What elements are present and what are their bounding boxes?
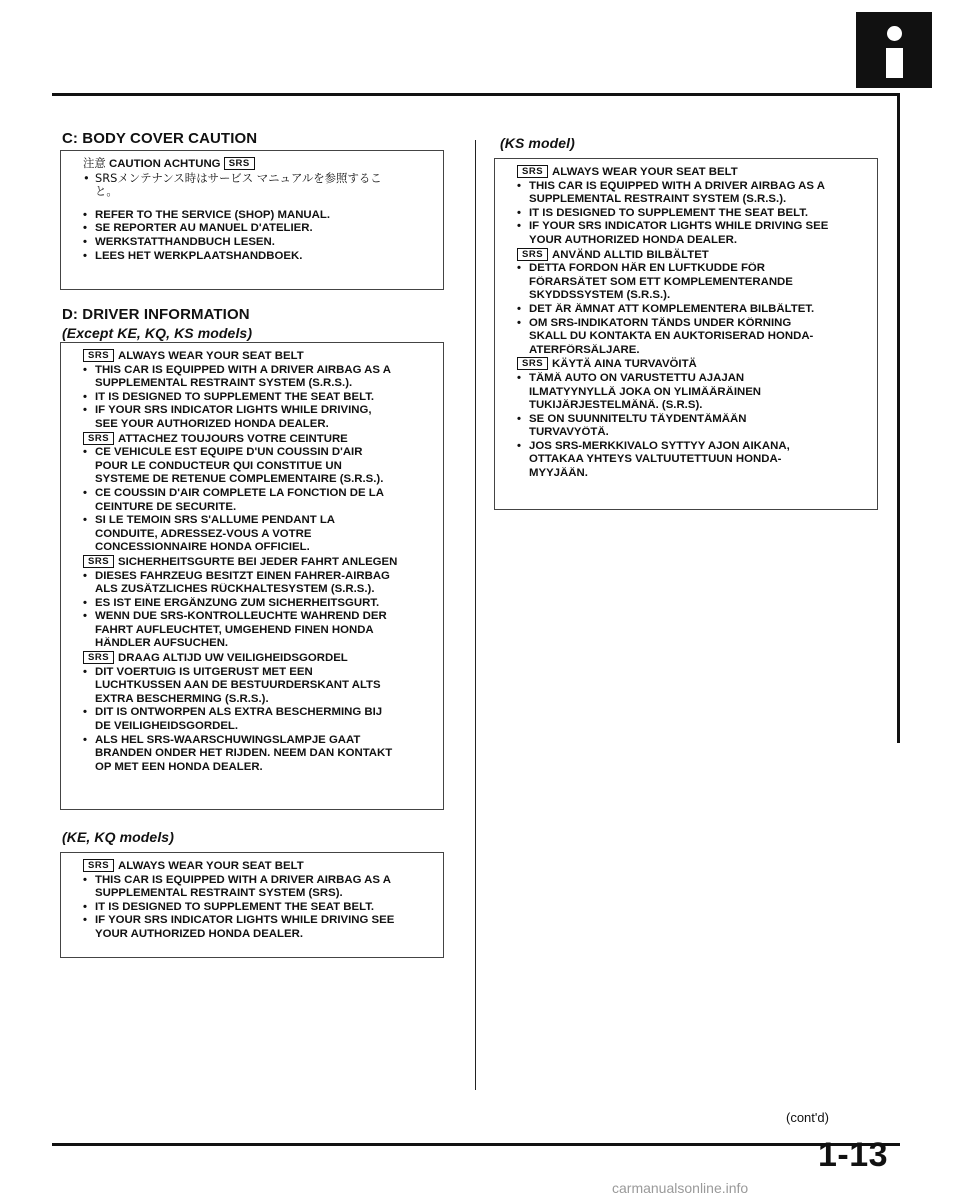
text-line: • CE COUSSIN D'AIR COMPLETE LA FONCTION DE LA <box>95 486 384 499</box>
text-line: • JOS SRS-MERKKIVALO SYTTYY AJON AIKANA, <box>529 439 790 452</box>
ks-swedish-header-text: ANVÄND ALLTID BILBÄLTET <box>552 248 709 261</box>
srs-badge: SRS <box>83 555 114 568</box>
srs-badge: SRS <box>517 248 548 261</box>
ks-english-header <box>517 165 865 180</box>
text-line: MYYJÄÄN. <box>529 467 588 480</box>
ks-swedish-header <box>517 248 865 263</box>
bottom-rule <box>52 1143 900 1146</box>
ke-bullet-2 <box>83 901 431 915</box>
dutch-header <box>83 651 431 666</box>
caution-item: • WERKSTATTHANDBUCH LESEN. <box>83 236 431 250</box>
caution-title-jp: 注意 <box>83 157 106 170</box>
spacer <box>83 199 431 209</box>
section-d-title-text: D: DRIVER INFORMATION <box>62 306 250 323</box>
watermark: carmanualsonline.info <box>612 1180 749 1196</box>
french-header-text: ATTACHEZ TOUJOURS VOTRE CEINTURE <box>118 432 348 445</box>
text-line: ILMATYYNYLLÄ JOKA ON YLIMÄÄRÄINEN <box>529 385 762 398</box>
german-header <box>83 555 431 570</box>
text-line: • IT IS DESIGNED TO SUPPLEMENT THE SEAT BELT. <box>529 206 809 219</box>
text-line: • IF YOUR SRS INDICATOR LIGHTS WHILE DRIVING, <box>95 404 372 417</box>
text-line: TUKIJÄRJESTELMÄNÄ. (S.R.S). <box>529 399 703 412</box>
caution-jp-line-2: と。 <box>95 185 118 199</box>
ks-title <box>500 134 575 152</box>
dutch-bullet-2 <box>83 706 431 733</box>
ks-english-bullet-1 <box>517 180 865 207</box>
caution-title <box>83 157 431 172</box>
text-line: • TÄMÄ AUTO ON VARUSTETTU AJAJAN <box>529 371 745 384</box>
text-line: OP MET EEN HONDA DEALER. <box>95 760 263 773</box>
text-line: • SI LE TEMOIN SRS S'ALLUME PENDANT LA <box>95 514 336 527</box>
ke-kq-title-text: (KE, KQ models) <box>62 829 174 845</box>
text-line: • ES IST EINE ERGÄNZUNG ZUM SICHERHEITSGURT. <box>95 596 380 609</box>
ks-swedish-bullet-1 <box>517 262 865 303</box>
ks-finnish-bullet-2 <box>517 413 865 440</box>
text-line: SYSTEME DE RETENUE COMPLEMENTAIRE (S.R.S.). <box>95 473 384 486</box>
text-line: • CE VEHICULE EST EQUIPE D'UN COUSSIN D'AIR <box>95 446 363 459</box>
text-line: FÖRARSÄTET SOM ETT KOMPLEMENTERANDE <box>529 275 793 288</box>
text-line: • IT IS DESIGNED TO SUPPLEMENT THE SEAT BELT. <box>95 390 375 403</box>
text-line: • WENN DUE SRS-KONTROLLEUCHTE WAHREND DER <box>95 610 387 623</box>
text-line: TURVAVYÖTÄ. <box>529 426 609 439</box>
french-bullet-2 <box>83 487 431 514</box>
text-line: EXTRA BESCHERMING (S.R.S.). <box>95 692 269 705</box>
ks-english-bullet-3 <box>517 220 865 247</box>
english-bullet-3 <box>83 404 431 431</box>
text-line: • DIT VOERTUIG IS UITGERUST MET EEN <box>95 665 313 678</box>
french-header <box>83 432 431 447</box>
text-line: OTTAKAA YHTEYS VALTUUTETTUUN HONDA- <box>529 453 782 466</box>
ks-swedish-bullet-2 <box>517 303 865 317</box>
ks-title-text: (KS model) <box>500 135 575 151</box>
french-bullet-3 <box>83 514 431 555</box>
ks-swedish-bullet-3 <box>517 317 865 358</box>
english-header <box>83 349 431 364</box>
text-line: • OM SRS-INDIKATORN TÄNDS UNDER KÖRNING <box>529 316 792 329</box>
english-bullet-1 <box>83 364 431 391</box>
info-icon-bar <box>886 48 903 78</box>
english-bullet-2 <box>83 391 431 405</box>
srs-badge: SRS <box>517 165 548 178</box>
dutch-bullet-3 <box>83 734 431 775</box>
dutch-header-text: DRAAG ALTIJD UW VEILIGHEIDSGORDEL <box>118 652 348 665</box>
text-line: SUPPLEMENTAL RESTRAINT SYSTEM (S.R.S.). <box>529 193 787 206</box>
text-line: SKALL DU KONTAKTA EN AUKTORISERAD HONDA- <box>529 330 814 343</box>
text-line: CEINTURE DE SECURITE. <box>95 500 237 513</box>
srs-badge: SRS <box>83 432 114 445</box>
french-bullet-1 <box>83 446 431 487</box>
text-line: FAHRT AUFLEUCHTET, UMGEHEND FINEN HONDA <box>95 623 374 636</box>
srs-badge: SRS <box>83 651 114 664</box>
ke-kq-label-box <box>60 852 444 958</box>
top-rule <box>52 93 900 96</box>
info-icon <box>856 12 932 88</box>
text-line: • IF YOUR SRS INDICATOR LIGHTS WHILE DRIVING SEE <box>95 914 395 927</box>
text-line: • ALS HEL SRS-WAARSCHUWINGSLAMPJE GAAT <box>95 733 361 746</box>
german-bullet-3 <box>83 610 431 651</box>
info-icon-dot <box>887 26 902 41</box>
text-line: CONDUITE, ADRESSEZ-VOUS A VOTRE <box>95 527 312 540</box>
german-bullet-2 <box>83 597 431 611</box>
text-line: • DIESES FAHRZEUG BESITZT EINEN FAHRER-AIRBAG <box>95 569 390 582</box>
srs-badge: SRS <box>517 357 548 370</box>
column-divider <box>475 140 476 1090</box>
text-line: SUPPLEMENTAL RESTRAINT SYSTEM (S.R.S.). <box>95 377 353 390</box>
text-line: HÄNDLER AUFSUCHEN. <box>95 637 229 650</box>
ks-english-header-text: ALWAYS WEAR YOUR SEAT BELT <box>552 166 738 178</box>
ks-label-box <box>494 158 878 510</box>
ke-kq-title <box>62 828 174 846</box>
text-line: SUPPLEMENTAL RESTRAINT SYSTEM (SRS). <box>95 887 343 900</box>
caution-item: • LEES HET WERKPLAATSHANDBOEK. <box>83 250 431 264</box>
body-cover-caution-box <box>60 150 444 290</box>
german-bullet-1 <box>83 570 431 597</box>
text-line: • DET ÄR ÄMNAT ATT KOMPLEMENTERA BILBÄLTET. <box>529 302 815 315</box>
text-line: LUCHTKUSSEN AAN DE BESTUURDERSKANT ALTS <box>95 679 381 692</box>
text-line: BRANDEN ONDER HET RIJDEN. NEEM DAN KONTAKT <box>95 747 393 760</box>
section-c-title: C: BODY COVER CAUTION <box>62 130 258 147</box>
text-line: • DETTA FORDON HÄR EN LUFTKUDDE FÖR <box>529 262 766 275</box>
ks-finnish-header <box>517 357 865 372</box>
right-rule <box>897 93 900 743</box>
text-line: • SE ON SUUNNITELTU TÄYDENTÄMÄÄN <box>529 412 747 425</box>
driver-info-label-box <box>60 342 444 810</box>
ke-bullet-3 <box>83 914 431 941</box>
text-line: SKYDDSSYSTEM (S.R.S.). <box>529 289 671 302</box>
srs-badge: SRS <box>83 349 114 362</box>
caution-title-main: CAUTION ACHTUNG <box>108 158 221 170</box>
ks-english-bullet-2 <box>517 207 865 221</box>
caution-item: • REFER TO THE SERVICE (SHOP) MANUAL. <box>83 209 431 223</box>
text-line: • THIS CAR IS EQUIPPED WITH A DRIVER AIRBAG AS A <box>95 363 391 376</box>
text-line: • DIT IS ONTWORPEN ALS EXTRA BESCHERMING BIJ <box>95 706 383 719</box>
ke-header <box>83 859 431 874</box>
dutch-bullet-1 <box>83 666 431 707</box>
continued-label: (cont'd) <box>786 1110 829 1125</box>
english-header-text: ALWAYS WEAR YOUR SEAT BELT <box>118 350 304 362</box>
text-line: SEE YOUR AUTHORIZED HONDA DEALER. <box>95 417 329 430</box>
ks-finnish-bullet-3 <box>517 440 865 481</box>
section-d-title <box>62 306 252 342</box>
ks-finnish-bullet-1 <box>517 372 865 413</box>
german-header-text: SICHERHEITSGURTE BEI JEDER FAHRT ANLEGEN <box>118 555 398 568</box>
text-line: • IT IS DESIGNED TO SUPPLEMENT THE SEAT BELT. <box>95 900 375 913</box>
text-line: ALS ZUSÄTZLICHES RÜCKHALTESYSTEM (S.R.S.). <box>95 583 375 596</box>
srs-badge: SRS <box>83 859 114 872</box>
text-line: • THIS CAR IS EQUIPPED WITH A DRIVER AIRBAG AS A <box>529 179 825 192</box>
text-line: • IF YOUR SRS INDICATOR LIGHTS WHILE DRIVING SEE <box>529 220 829 233</box>
caution-jp-line: • SRSメンテナンス時はサービス マニュアルを参照するこ <box>83 172 431 186</box>
srs-badge: SRS <box>224 157 255 170</box>
text-line: ATERFÖRSÄLJARE. <box>529 343 640 356</box>
ke-bullet-1 <box>83 874 431 901</box>
text-line: • THIS CAR IS EQUIPPED WITH A DRIVER AIRBAG AS A <box>95 873 391 886</box>
ks-finnish-header-text: KÄYTÄ AINA TURVAVÖITÄ <box>552 358 697 371</box>
ke-header-text: ALWAYS WEAR YOUR SEAT BELT <box>118 860 304 872</box>
text-line: POUR LE CONDUCTEUR QUI CONSTITUE UN <box>95 459 342 472</box>
text-line: YOUR AUTHORIZED HONDA DEALER. <box>95 927 303 940</box>
text-line: CONCESSIONNAIRE HONDA OFFICIEL. <box>95 541 310 554</box>
section-d-subtitle: (Except KE, KQ, KS models) <box>62 325 253 341</box>
text-line: YOUR AUTHORIZED HONDA DEALER. <box>529 233 737 246</box>
text-line: DE VEILIGHEIDSGORDEL. <box>95 720 239 733</box>
page-number: 1-13 <box>818 1136 889 1174</box>
caution-item: • SE REPORTER AU MANUEL D'ATELIER. <box>83 222 431 236</box>
